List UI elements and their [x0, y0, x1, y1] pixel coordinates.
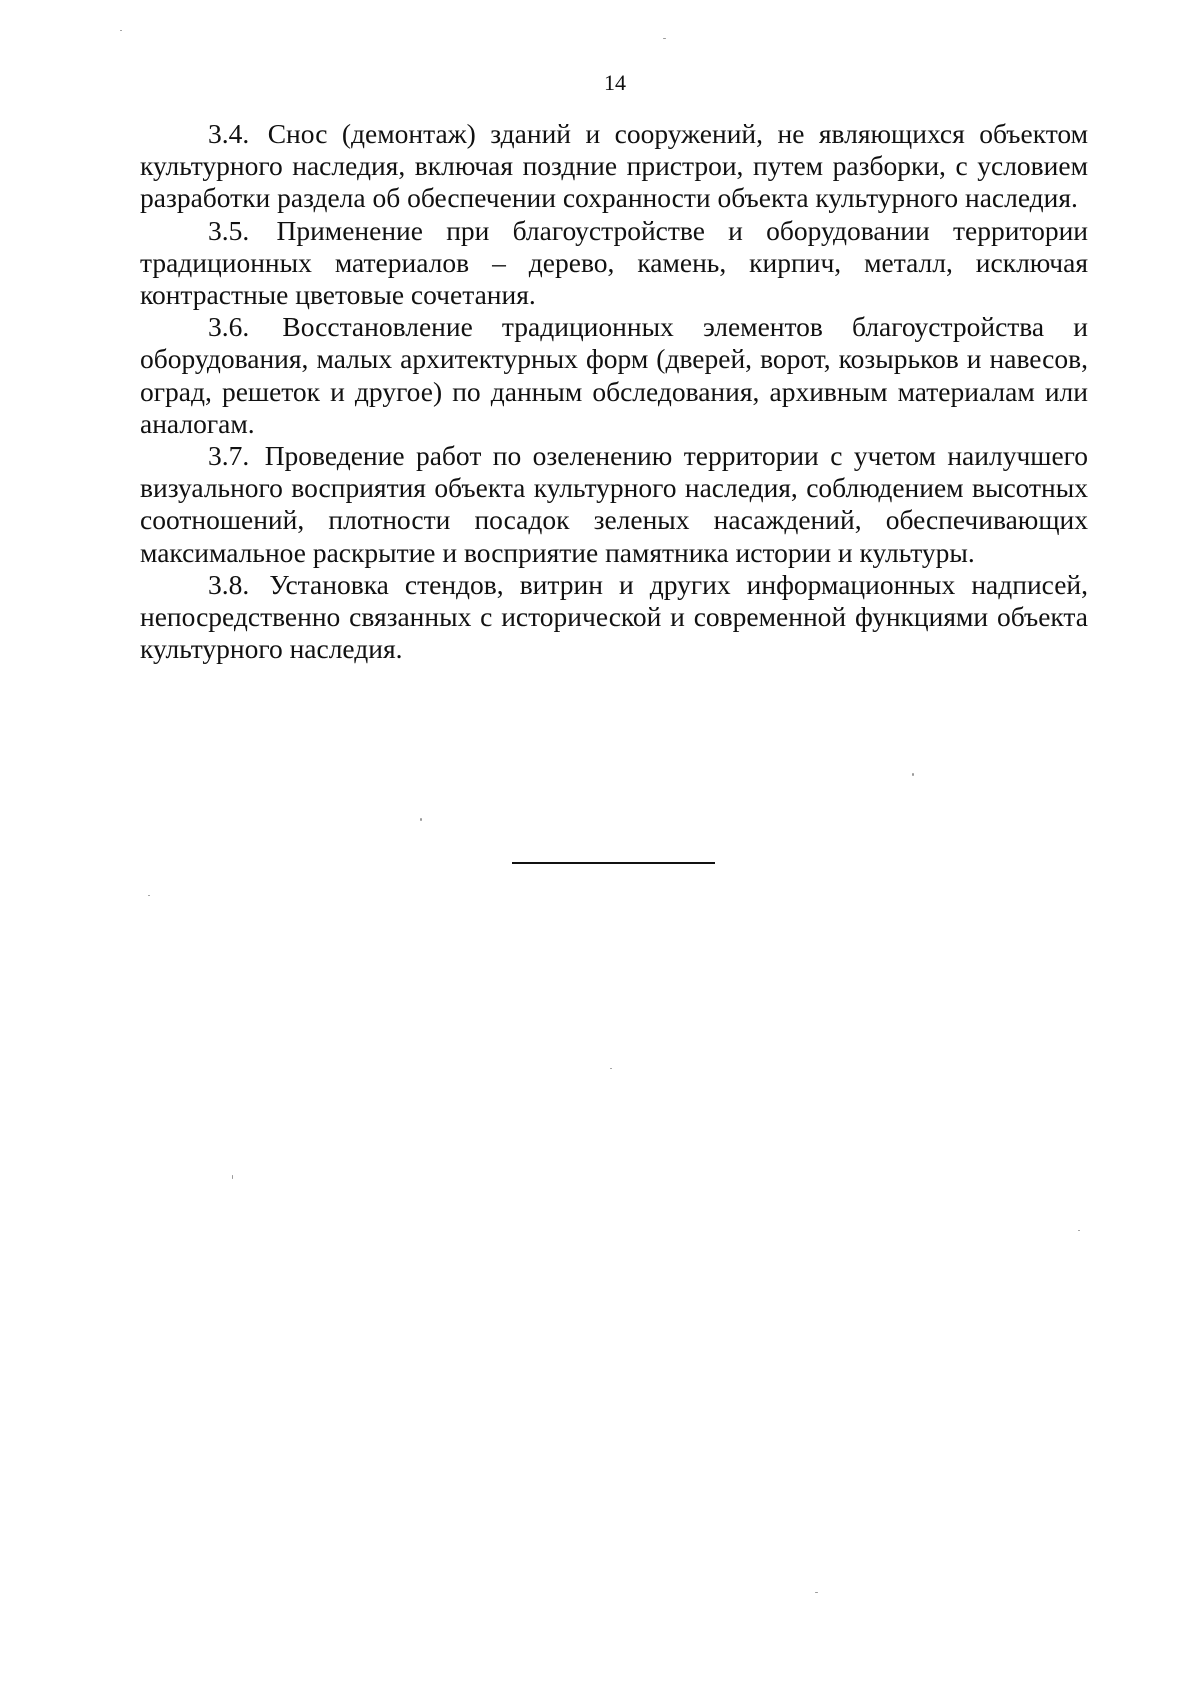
paragraph-number: 3.6.	[208, 311, 250, 343]
end-of-text-rule	[512, 862, 715, 864]
document-body	[140, 118, 1088, 665]
paragraph-number: 3.4.	[208, 118, 250, 149]
paragraph-text: Проведение работ по озеленению территории с учетом наилучшего визуального восприятия объекта культурного наследия, соблюдением высотных соотношений, плотности посадок зеленых насаждений, обеспечивающих максимальное раскрытие и восприятие памятника истории и культуры.	[140, 440, 1089, 568]
scan-speck	[815, 1592, 818, 1593]
paragraph-3-8	[140, 569, 1088, 666]
paragraph-number: 3.8.	[208, 568, 250, 600]
paragraph-text: Применение при благоустройстве и оборудовании территории традиционных материалов – дерево, камень, кирпич, металл, исключая контрастные цветовые сочетания.	[140, 214, 1088, 311]
scan-speck	[420, 818, 422, 821]
scan-speck	[1078, 1230, 1080, 1231]
paragraph-3-7	[140, 440, 1088, 569]
paragraph-text: Снос (демонтаж) зданий и сооружений, не являющихся объектом культурного наследия, включая поздние пристрои, путем разборки, с условием разработки раздела об обеспечении сохранности объекта культурного наследия.	[140, 118, 1088, 214]
scan-speck	[232, 1175, 233, 1179]
paragraph-3-5	[140, 215, 1088, 312]
scan-speck	[610, 1068, 612, 1069]
paragraph-number: 3.7.	[208, 440, 250, 472]
paragraph-text: Установка стендов, витрин и других информационных надписей, непосредственно связанных с исторической и современной функциями объекта культурного наследия.	[140, 568, 1089, 665]
paragraph-3-4	[140, 118, 1088, 215]
paragraph-text: Восстановление традиционных элементов благоустройства и оборудования, малых архитектурных форм (дверей, ворот, козырьков и навесов, оград, решеток и другое) по данным обследования, архивным материалам или аналогам.	[140, 311, 1088, 439]
paragraph-3-6	[140, 311, 1088, 440]
scan-speck	[663, 38, 666, 39]
scan-speck	[148, 895, 150, 896]
scan-speck	[120, 30, 122, 31]
paragraph-number: 3.5.	[208, 214, 250, 246]
page-number: 14	[604, 70, 626, 95]
scan-speck	[912, 773, 914, 776]
